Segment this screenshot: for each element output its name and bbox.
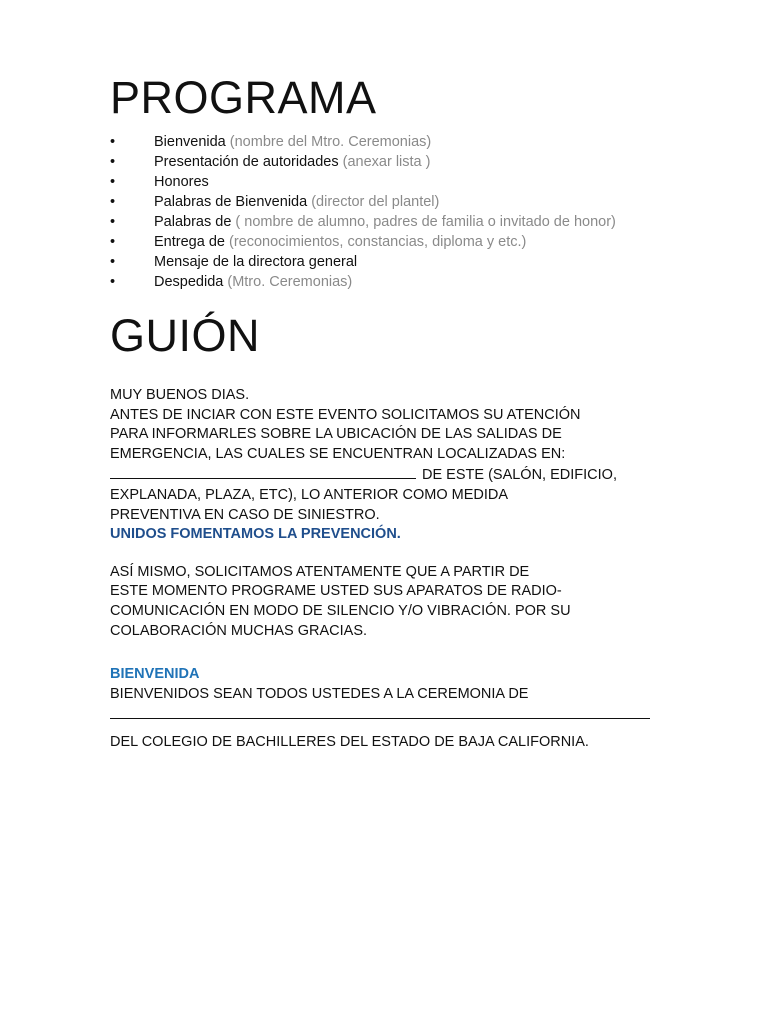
- list-item: [110, 232, 730, 252]
- list-item: [110, 252, 730, 272]
- text-line-suffix: DE ESTE (SALÓN, EDIFICIO,: [422, 467, 617, 484]
- program-item-note: ( nombre de alumno, padres de familia o invitado de honor): [235, 214, 616, 230]
- silence-paragraph: [110, 563, 730, 641]
- text-line: EMERGENCIA, LAS CUALES SE ENCUENTRAN LOCALIZADAS EN:: [110, 445, 566, 462]
- list-item: [110, 192, 730, 212]
- text-line: MUY BUENOS DIAS.: [110, 387, 250, 403]
- bienvenida-section: [110, 665, 730, 752]
- list-item: [110, 152, 730, 172]
- text-line: PARA INFORMARLES SOBRE LA UBICACIÓN DE LAS SALIDAS DE: [110, 426, 562, 443]
- text-line: [110, 464, 730, 486]
- program-item-main: Palabras de Bienvenida: [154, 194, 312, 210]
- program-item-main: Honores: [154, 174, 209, 190]
- program-item-main: Presentación de autoridades: [154, 154, 343, 170]
- bullet-icon: •: [110, 174, 116, 190]
- list-item: [110, 212, 730, 232]
- list-item: [110, 132, 730, 152]
- program-item-note: (director del plantel): [311, 194, 440, 210]
- text-line: ANTES DE INCIAR CON ESTE EVENTO SOLICITAMOS SU ATENCIÓN: [110, 406, 581, 423]
- program-item-note: (Mtro. Ceremonias): [227, 274, 353, 290]
- list-item: [110, 172, 730, 192]
- program-list: [110, 132, 730, 292]
- guion-title: GUIÓN: [110, 310, 261, 361]
- bullet-icon: •: [110, 274, 116, 290]
- text-line: COLABORACIÓN MUCHAS GRACIAS.: [110, 622, 368, 639]
- text-line: ESTE MOMENTO PROGRAME USTED SUS APARATOS DE RADIO-: [110, 583, 562, 600]
- ceremony-name-blank: [110, 704, 655, 724]
- program-item-main: Bienvenida: [154, 134, 230, 150]
- program-item-note: (anexar lista ): [342, 154, 431, 170]
- safety-paragraph: [110, 386, 730, 545]
- text-line: COMUNICACIÓN EN MODO DE SILENCIO Y/O VIBRACIÓN. POR SU: [110, 602, 571, 619]
- bullet-icon: •: [110, 254, 116, 270]
- program-item-note: (nombre del Mtro. Ceremonias): [229, 134, 432, 150]
- bullet-icon: •: [110, 194, 116, 210]
- program-item-main: Palabras de: [154, 214, 236, 230]
- text-line: BIENVENIDOS SEAN TODOS USTEDES A LA CEREMONIA DE: [110, 685, 529, 702]
- prevention-slogan: UNIDOS FOMENTAMOS LA PREVENCIÓN.: [110, 526, 401, 543]
- bullet-icon: •: [110, 154, 116, 170]
- bienvenida-heading: BIENVENIDA: [110, 666, 200, 683]
- programa-title: PROGRAMA: [110, 72, 377, 123]
- program-item-main: Entrega de: [154, 234, 229, 250]
- bullet-icon: •: [110, 214, 116, 230]
- text-line: DEL COLEGIO DE BACHILLERES DEL ESTADO DE BAJA CALIFORNIA.: [110, 733, 589, 750]
- location-blank: [110, 464, 416, 479]
- document-page: [110, 72, 730, 753]
- text-line: EXPLANADA, PLAZA, ETC), LO ANTERIOR COMO MEDIDA: [110, 486, 509, 503]
- program-item-main: Mensaje de la directora general: [154, 254, 358, 270]
- bullet-icon: •: [110, 234, 116, 250]
- list-item: [110, 272, 730, 292]
- program-item-main: Despedida: [154, 274, 228, 290]
- text-line: PREVENTIVA EN CASO DE SINIESTRO.: [110, 506, 380, 523]
- text-line: ASÍ MISMO, SOLICITAMOS ATENTAMENTE QUE A PARTIR DE: [110, 563, 530, 580]
- bullet-icon: •: [110, 134, 116, 150]
- program-item-note: (reconocimientos, constancias, diploma y etc.): [228, 234, 527, 250]
